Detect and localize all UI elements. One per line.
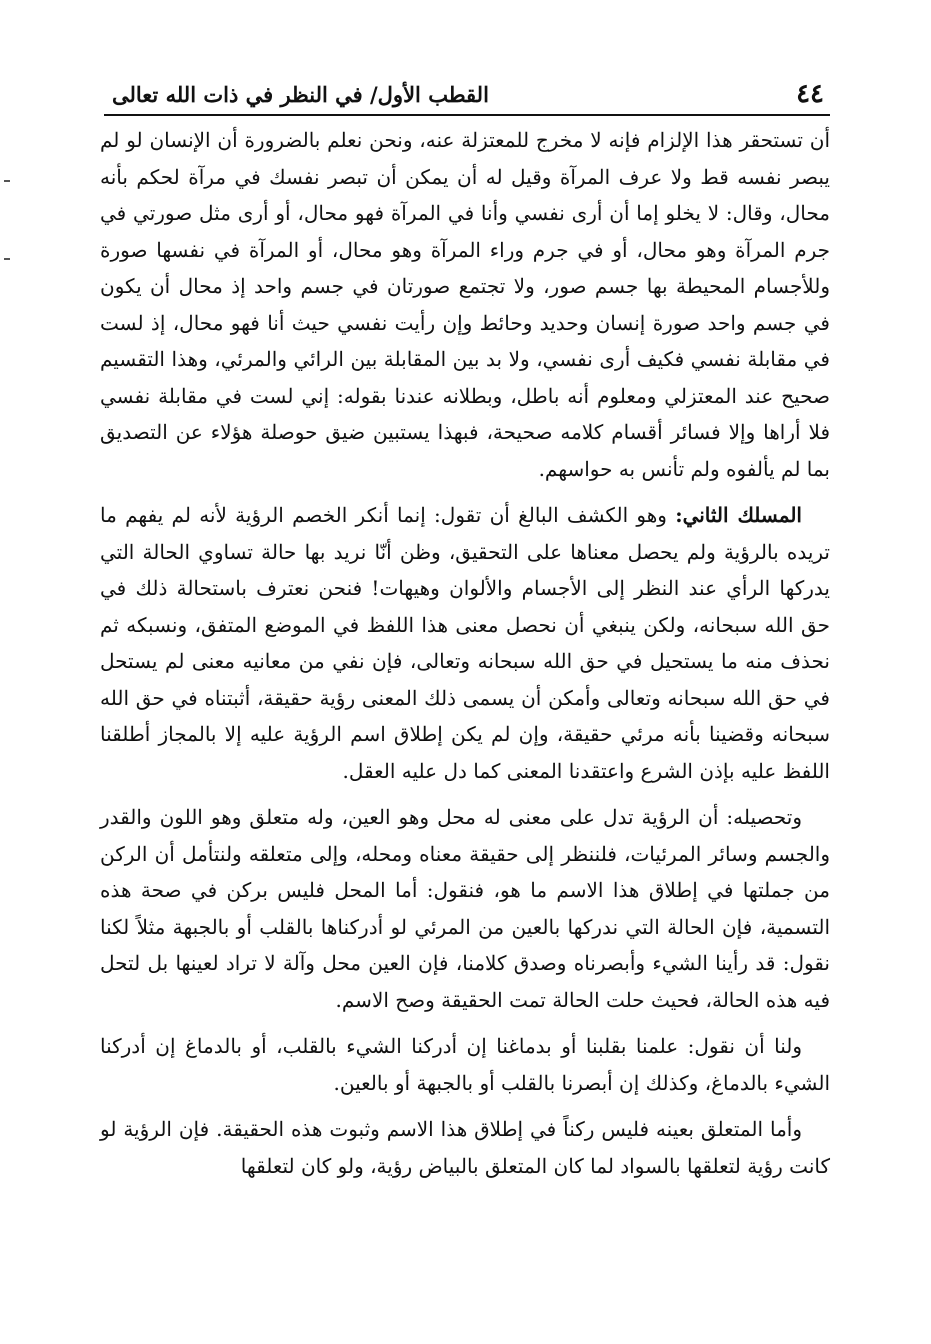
running-header xyxy=(112,78,824,110)
chapter-title: القطب الأول/ في النظر في ذات الله تعالى xyxy=(112,82,489,107)
paragraph: وأما المتعلق بعينه فليس ركناً في إطلاق هذا الاسم وثبوت هذه الحقيقة. فإن الرؤية لو كانت رؤية لتعلقها بالسواد لما كان المتعلق بالبياض رؤية، ولو كان لتعلقها xyxy=(100,1117,830,1178)
paragraph: وتحصيله: أن الرؤية تدل على معنى له محل وهو العين، وله متعلق وهو اللون والقدر والجسم وسائر المرئيات، فلننظر إلى حقيقة معناه ومحله، وإلى متعلقه ولنتأمل أن الركن من جملتها في إطلاق هذا الاسم ما هو، فنقول: أما المحل فليس بركن في صحة هذه التسمية، فإن الحالة التي ندركها بالعين من المرئي لو أدركناها بالقلب أو بالجبهة مثلاً لكنا نقول: قد رأينا الشيء وأبصرناه وصدق كلامنا، فإن العين محل وآلة لا تراد لعينها بل لتحل فيه هذه الحالة، فحيث حلت الحالة تمت الحقيقة وصح الاسم. xyxy=(100,805,830,1012)
page-number: ٤٤ xyxy=(796,79,824,109)
margin-mark xyxy=(4,258,10,260)
paragraph: ولنا أن نقول: علمنا بقلبنا أو بدماغنا إن أدركنا الشيء بالقلب، أو بالدماغ إن أدركنا الشيء بالدماغ، وكذلك إن أبصرنا بالقلب أو بالجبهة أو بالعين. xyxy=(100,1034,830,1095)
paragraph: أن تستحقر هذا الإلزام فإنه لا مخرج للمعتزلة عنه، ونحن نعلم بالضرورة أن الإنسان لو لم يبصر نفسه قط ولا عرف المرآة وقيل له أن يمكن أن تبصر نفسك في مرآة لحكم بأنه محال، وقال: لا يخلو إما أن أرى نفسي وأنا في المرآة فهو محال، أو أرى مثل صورتي في جرم المرآة وهو محال، أو في جرم وراء المرآة وهو محال، أو المرآة في نفسها صورة وللأجسام المحيطة بها جسم صور، ولا تجتمع صورتان في جسم واحد إذ محال أن يكون في جسم واحد صورة إنسان وحديد وحائط وإن رأيت نفسي حيث أنا فهو محال، إذ لست في مقابلة نفسي فكيف أرى نفسي، ولا بد بين المقابلة بين الرائي والمرئي، وهذا التقسيم صحيح عند المعتزلي ومعلوم أنه باطل، وبطلانه عندنا بقوله: إني لست في مقابلة نفسي فلا أراها وإلا فسائر أقسام كلامه صحيحة، فبهذا يستبين ضيق حوصلة هؤلاء عن التصديق بما لم يألفوه ولم تأنس به حواسهم. xyxy=(100,128,830,481)
paragraph-text: وهو الكشف البالغ أن تقول: إنما أنكر الخصم الرؤية لأنه لم يفهم ما تريده بالرؤية ولم يحصل معناها على التحقيق، وظن أنّا نريد بها حالة تساوي الحالة التي يدركها الرأي عند النظر إلى الأجسام والألوان وهيهات! فنحن نعترف باستحالة ذلك في حق الله سبحانه، ولكن ينبغي أن نحصل معنى هذا اللفظ في الموضع المتفق، ونسبكه ثم نحذف منه ما يستحيل في حق الله سبحانه وتعالى، فإن نفي من معانيه معنى لم يستحل في حق الله سبحانه وتعالى وأمكن أن يسمى ذلك المعنى رؤية حقيقة، أثبتناه في حق الله سبحانه وقضينا بأنه مرئي حقيقة، وإن لم يكن إطلاق اسم الرؤية عليه إلا بالمجاز أطلقنا اللفظ عليه بإذن الشرع واعتقدنا المعنى كما دل عليه العقل. xyxy=(100,503,830,783)
section-heading: المسلك الثاني: xyxy=(675,503,802,527)
paragraph xyxy=(100,497,830,789)
header-divider xyxy=(104,114,830,116)
margin-mark xyxy=(4,180,10,182)
body-text xyxy=(100,122,830,1194)
